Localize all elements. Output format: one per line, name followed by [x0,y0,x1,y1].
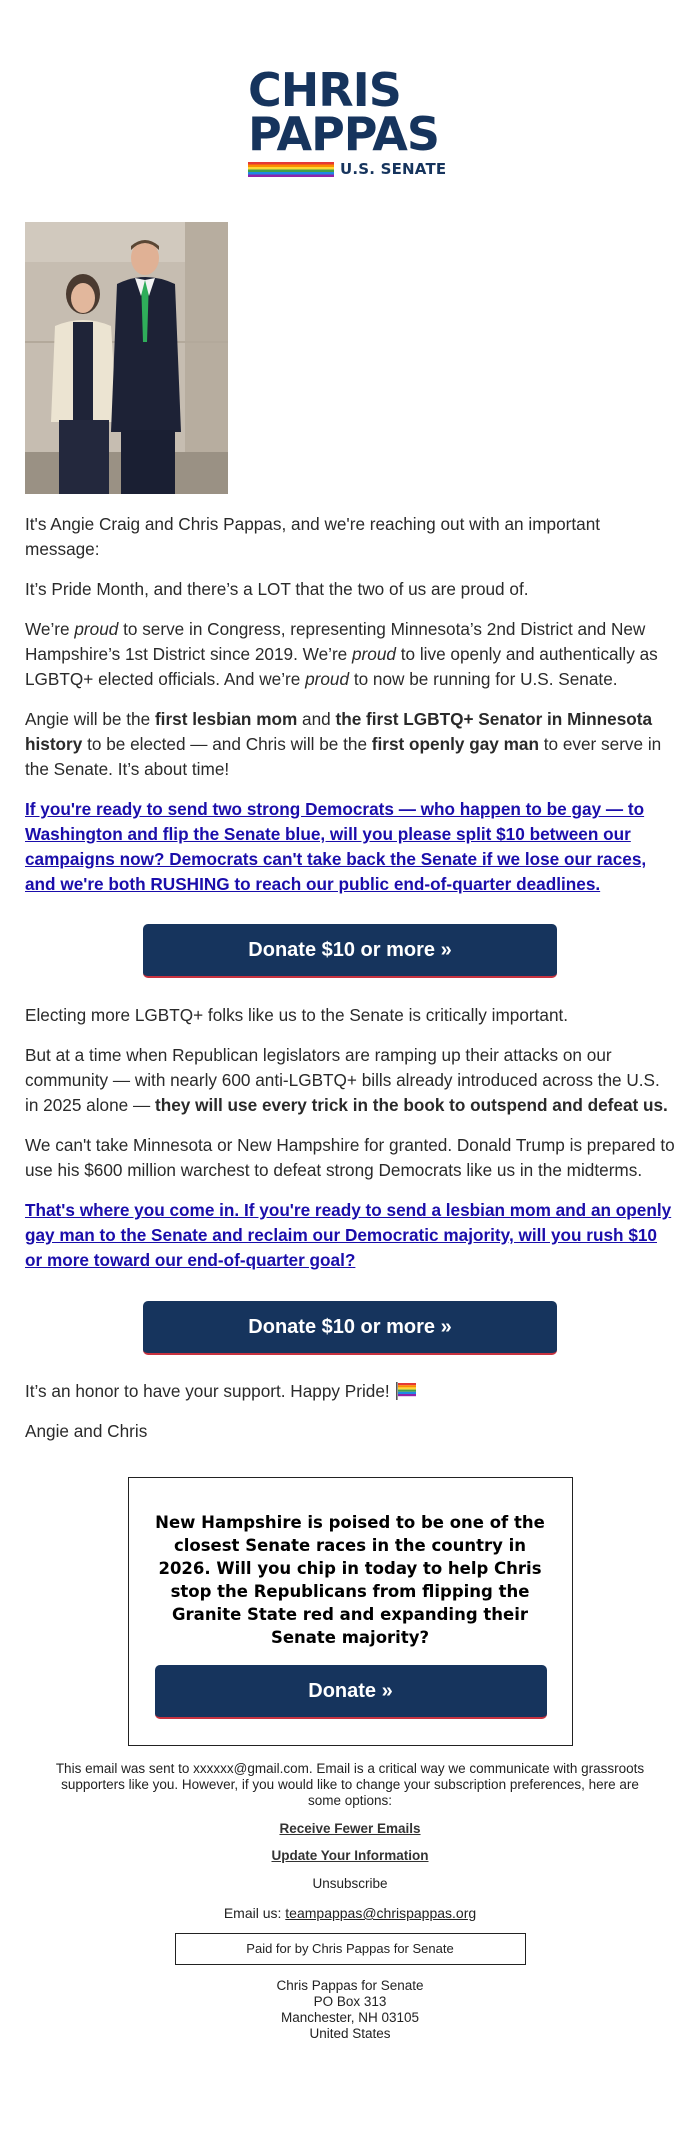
footer [25,1761,675,2042]
pride-month-paragraph: It’s Pride Month, and there’s a LOT that the two of us are proud of. [25,579,529,599]
granted-paragraph: We can't take Minnesota or New Hampshire for granted. Donald Trump is prepared to use his $600 million warchest to defeat strong Democrats like us in the midterms. [25,1135,675,1180]
proud-paragraph: We’re proud to serve in Congress, representing Minnesota’s 2nd District and New Hampshire’s 1st District since 2019. We’re proud to live openly and authentically as LGBTQ+ elected officials. And we’re proud to now be running for U.S. Senate. [25,619,658,689]
electing-paragraph: Electing more LGBTQ+ folks like us to the Senate is critically important. [25,1005,569,1025]
pride-flag-icon [396,1382,418,1400]
signature: Angie and Chris [25,1421,148,1441]
callout-text: New Hampshire is poised to be one of the closest Senate races in the country in 2026. Will you chip in today to help Chris stop the Republicans from flipping the Granite State red and expanding their Senate majority? [155,1513,545,1647]
email-body [0,63,700,2042]
receive-fewer-emails-link[interactable]: Receive Fewer Emails [279,1821,421,1836]
proud-emphasis: proud [352,644,396,664]
campaign-logo [248,63,452,178]
address-line: PO Box 313 [313,1994,387,2009]
attacks-paragraph: But at a time when Republican legislators are ramping up their attacks on our community — with nearly 600 anti-LGBTQ+ bills already introduced across the U.S. in 2025 alone — they will use every trick in the book to outspend and defeat us. [25,1045,668,1115]
closing-paragraph: It’s an honor to have your support. Happy Pride! [25,1379,675,1404]
address-line: Chris Pappas for Senate [276,1978,424,1993]
email-us-link[interactable]: teampappas@chrispappas.org [285,1905,477,1921]
footer-disclaimer: This email was sent to xxxxxx@gmail.com. Email is a critical way we communicate with grassroots supporters like you. However, if you would like to change your subscription preferences, here are some options: [55,1761,645,1808]
split-donation-link[interactable]: If you're ready to send two strong Democrats — who happen to be gay — to Washington and flip the Senate blue, will you please split $10 between our campaigns now? Democrats can't take back the Senate if we lose our races, and we're both RUSHING to reach our public end-of-quarter deadlines. [25,799,647,894]
donate-10-button[interactable]: Donate $10 or more » [143,924,557,978]
mailing-address [25,1978,675,2042]
logo-last-name: PAPPAS [248,107,440,161]
candidates-photo [25,222,228,494]
intro-paragraph: It's Angie Craig and Chris Pappas, and we're reaching out with an important message: [25,514,601,559]
donate-10-button-second[interactable]: Donate $10 or more » [143,1301,557,1355]
rush-donation-link[interactable]: That's where you come in. If you're ready to send a lesbian mom and an openly gay man to the Senate and reclaim our Democratic majority, will you rush $10 or more toward our end-of-quarter goal? [25,1200,672,1270]
address-line: United States [309,2026,391,2041]
callout-box [128,1477,573,1746]
email-us-label: Email us: [223,1905,286,1921]
paid-for-disclaimer: Paid for by Chris Pappas for Senate [175,1933,526,1965]
unsubscribe-link[interactable]: Unsubscribe [312,1876,388,1891]
logo-subline [248,162,452,177]
rainbow-stripes-icon [248,162,334,177]
logo-first-name: CHRIS [248,63,401,117]
donate-button[interactable]: Donate » [155,1665,547,1719]
logo-senate-text: U.S. SENATE [340,160,447,178]
update-information-link[interactable]: Update Your Information [271,1848,429,1863]
proud-emphasis: proud [305,669,350,689]
proud-emphasis: proud [74,619,119,639]
firsts-paragraph: Angie will be the first lesbian mom and the first LGBTQ+ Senator in Minnesota history to be elected — and Chris will be the first openly gay man to ever serve in the Senate. It’s about time! [25,709,662,779]
address-line: Manchester, NH 03105 [280,2010,420,2025]
